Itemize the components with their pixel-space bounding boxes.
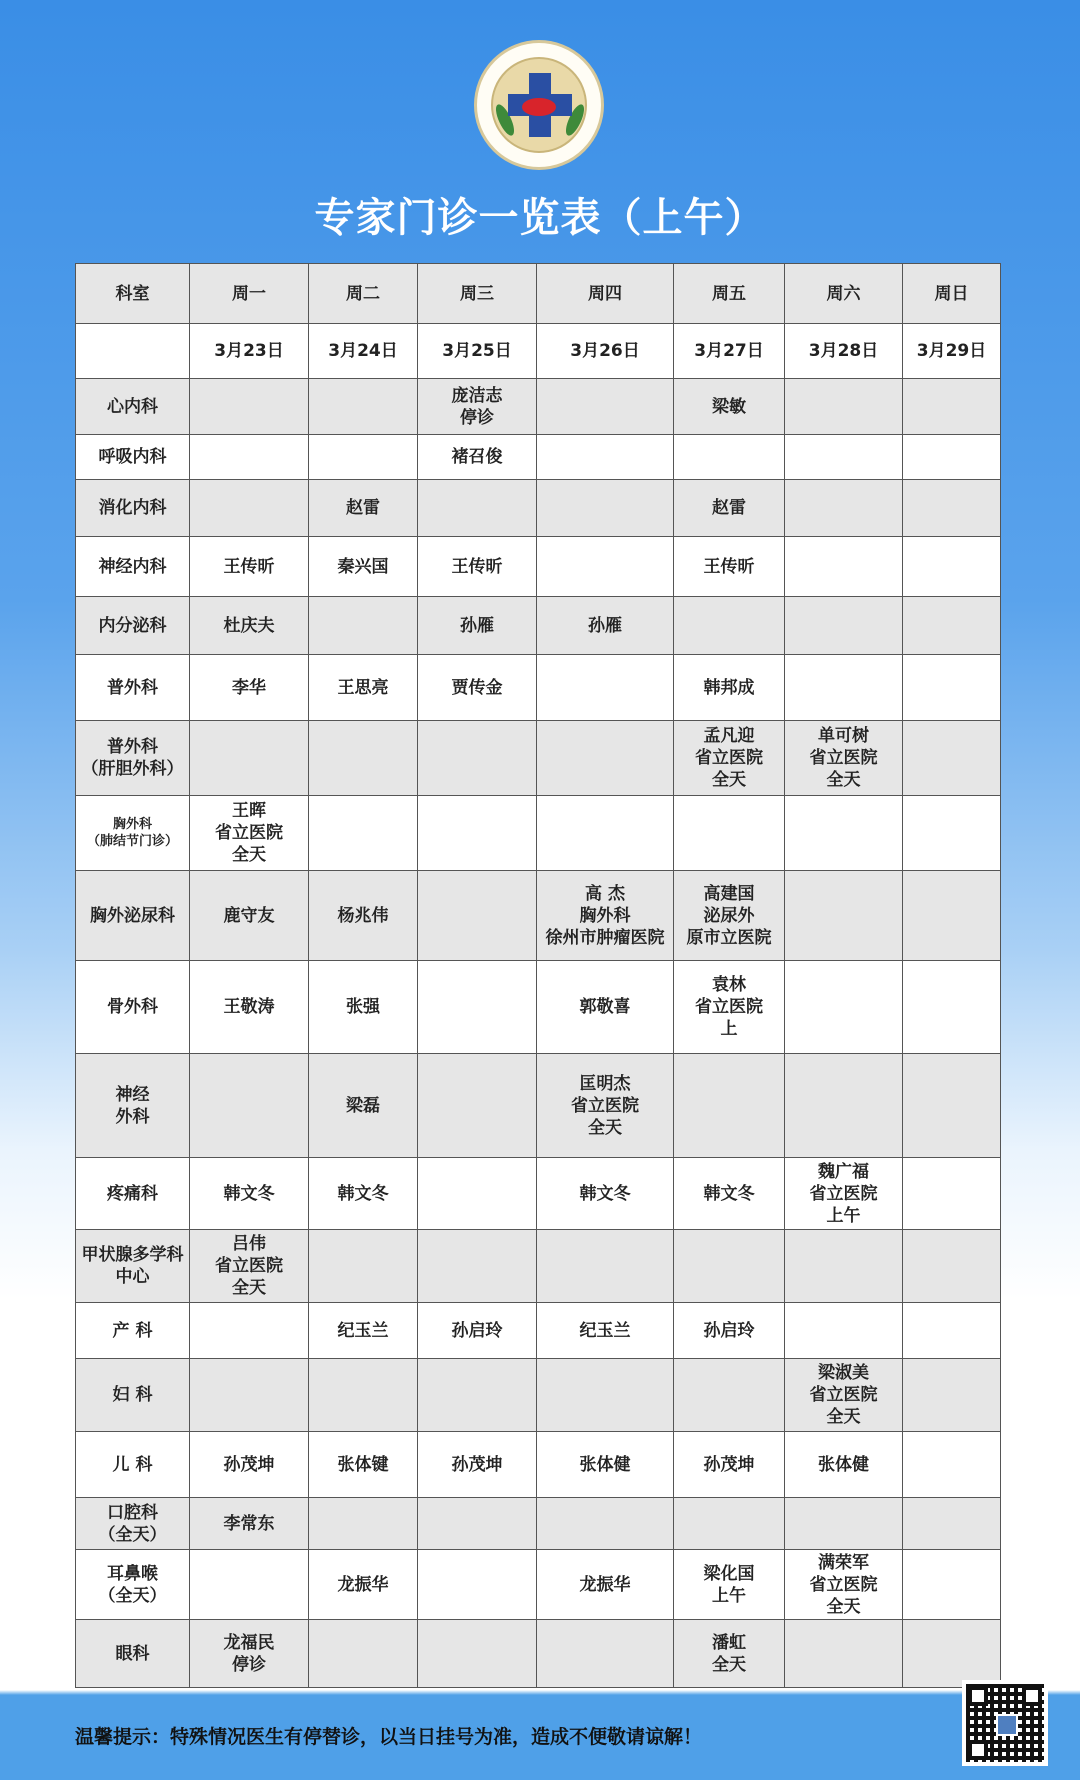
schedule-cell: 韩文冬: [537, 1158, 674, 1230]
schedule-cell: [418, 1498, 537, 1550]
schedule-cell: 张体健: [785, 1432, 903, 1498]
schedule-cell: 褚召俊: [418, 435, 537, 480]
schedule-cell: 王思亮: [309, 655, 418, 721]
schedule-cell: [903, 961, 1001, 1054]
schedule-cell: 单可树 省立医院 全天: [785, 721, 903, 796]
schedule-cell: [903, 379, 1001, 435]
table-row: [76, 796, 1001, 871]
schedule-cell: [190, 480, 309, 537]
schedule-cell: [674, 1359, 785, 1432]
schedule-cell: [190, 1054, 309, 1158]
schedule-cell: 李华: [190, 655, 309, 721]
schedule-cell: 纪玉兰: [537, 1303, 674, 1359]
dept-cell: 胸外泌尿科: [76, 871, 190, 961]
table-row: [76, 379, 1001, 435]
schedule-cell: [190, 435, 309, 480]
schedule-cell: 孟凡迎 省立医院 全天: [674, 721, 785, 796]
schedule-cell: 孙启玲: [418, 1303, 537, 1359]
table-row: [76, 871, 1001, 961]
schedule-cell: [674, 1230, 785, 1303]
schedule-cell: [903, 871, 1001, 961]
dept-cell: 口腔科 （全天）: [76, 1498, 190, 1550]
schedule-cell: [537, 655, 674, 721]
qr-finder: [968, 1740, 988, 1760]
schedule-cell: 韩文冬: [309, 1158, 418, 1230]
schedule-cell: [418, 1054, 537, 1158]
schedule-cell: 秦兴国: [309, 537, 418, 597]
schedule-cell: 匡明杰 省立医院 全天: [537, 1054, 674, 1158]
schedule-cell: [418, 480, 537, 537]
dept-cell: 普外科 （肝胆外科）: [76, 721, 190, 796]
schedule-cell: [537, 379, 674, 435]
schedule-cell: 贾传金: [418, 655, 537, 721]
schedule-cell: [309, 1620, 418, 1688]
schedule-cell: [537, 435, 674, 480]
day-header: 周四: [537, 264, 674, 324]
schedule-cell: 高 杰 胸外科 徐州市肿瘤医院: [537, 871, 674, 961]
table-row: [76, 480, 1001, 537]
dept-cell: 儿 科: [76, 1432, 190, 1498]
schedule-cell: 满荣军 省立医院 全天: [785, 1550, 903, 1620]
schedule-cell: [903, 1432, 1001, 1498]
schedule-cell: [418, 1550, 537, 1620]
table-row: [76, 1158, 1001, 1230]
schedule-table: [75, 263, 1001, 1688]
schedule-cell: [903, 1359, 1001, 1432]
schedule-cell: 张强: [309, 961, 418, 1054]
schedule-cell: [903, 1550, 1001, 1620]
schedule-cell: [190, 1359, 309, 1432]
schedule-cell: [418, 721, 537, 796]
table-row: [76, 655, 1001, 721]
schedule-cell: 梁化国 上午: [674, 1550, 785, 1620]
schedule-cell: [309, 1359, 418, 1432]
table-row: [76, 1432, 1001, 1498]
schedule-cell: [418, 1359, 537, 1432]
schedule-cell: 李常东: [190, 1498, 309, 1550]
date-header: 3月27日: [674, 324, 785, 379]
schedule-cell: [309, 796, 418, 871]
schedule-cell: 龙福民 停诊: [190, 1620, 309, 1688]
dept-cell: 骨外科: [76, 961, 190, 1054]
schedule-cell: 梁磊: [309, 1054, 418, 1158]
date-header: 3月26日: [537, 324, 674, 379]
table-row: [76, 1054, 1001, 1158]
schedule-cell: [785, 1054, 903, 1158]
dept-cell: 甲状腺多学科 中心: [76, 1230, 190, 1303]
day-header: 周日: [903, 264, 1001, 324]
date-header: 3月23日: [190, 324, 309, 379]
schedule-cell: [785, 796, 903, 871]
dept-cell: 胸外科 （肺结节门诊）: [76, 796, 190, 871]
table-row: [76, 961, 1001, 1054]
schedule-cell: [537, 796, 674, 871]
schedule-cell: [418, 1230, 537, 1303]
schedule-cell: [537, 1359, 674, 1432]
schedule-cell: [674, 597, 785, 655]
schedule-cell: [418, 796, 537, 871]
hospital-logo: [474, 40, 604, 170]
day-header: 周二: [309, 264, 418, 324]
schedule-cell: [903, 1054, 1001, 1158]
schedule-cell: [903, 1303, 1001, 1359]
table-row: [76, 1303, 1001, 1359]
schedule-cell: [537, 1620, 674, 1688]
schedule-cell: [309, 435, 418, 480]
page-title: 专家门诊一览表（上午）: [314, 195, 766, 241]
schedule-cell: [537, 537, 674, 597]
schedule-cell: 杜庆夫: [190, 597, 309, 655]
header-row-dates: [76, 324, 1001, 379]
day-header: 周五: [674, 264, 785, 324]
schedule-cell: 纪玉兰: [309, 1303, 418, 1359]
date-header: 3月28日: [785, 324, 903, 379]
schedule-cell: 孙茂坤: [190, 1432, 309, 1498]
schedule-cell: [903, 1498, 1001, 1550]
table-row: [76, 1550, 1001, 1620]
schedule-cell: [418, 871, 537, 961]
schedule-cell: [785, 597, 903, 655]
day-header: 周一: [190, 264, 309, 324]
schedule-cell: [674, 796, 785, 871]
dept-cell: 神经内科: [76, 537, 190, 597]
schedule-cell: [903, 537, 1001, 597]
schedule-cell: [537, 1230, 674, 1303]
schedule-cell: [309, 1230, 418, 1303]
schedule-cell: 张体健: [537, 1432, 674, 1498]
qr-finder: [968, 1686, 988, 1706]
schedule-cell: 鹿守友: [190, 871, 309, 961]
dept-cell: 耳鼻喉 （全天）: [76, 1550, 190, 1620]
schedule-cell: 孙茂坤: [418, 1432, 537, 1498]
schedule-cell: 赵雷: [309, 480, 418, 537]
schedule-cell: [674, 1498, 785, 1550]
schedule-cell: 孙雁: [418, 597, 537, 655]
schedule-cell: [190, 379, 309, 435]
schedule-cell: [903, 1620, 1001, 1688]
schedule-cell: 王传昕: [190, 537, 309, 597]
dept-cell: 神经 外科: [76, 1054, 190, 1158]
schedule-cell: [309, 597, 418, 655]
table-row: [76, 537, 1001, 597]
schedule-cell: 孙启玲: [674, 1303, 785, 1359]
schedule-cell: [537, 721, 674, 796]
schedule-cell: [903, 435, 1001, 480]
schedule-cell: [309, 1498, 418, 1550]
dept-cell: 心内科: [76, 379, 190, 435]
schedule-cell: 高建国 泌尿外 原市立医院: [674, 871, 785, 961]
schedule-cell: [190, 721, 309, 796]
schedule-cell: [903, 655, 1001, 721]
schedule-cell: [418, 1620, 537, 1688]
schedule-cell: 赵雷: [674, 480, 785, 537]
date-header: 3月24日: [309, 324, 418, 379]
qr-finder: [1022, 1686, 1042, 1706]
schedule-cell: [190, 1303, 309, 1359]
schedule-cell: [785, 537, 903, 597]
schedule-cell: 吕伟 省立医院 全天: [190, 1230, 309, 1303]
schedule-cell: 王敬涛: [190, 961, 309, 1054]
schedule-cell: [537, 480, 674, 537]
dept-cell: 普外科: [76, 655, 190, 721]
table-row: [76, 1620, 1001, 1688]
header-row-days: [76, 264, 1001, 324]
schedule-cell: 王晖 省立医院 全天: [190, 796, 309, 871]
schedule-cell: 龙振华: [537, 1550, 674, 1620]
schedule-cell: [785, 1620, 903, 1688]
schedule-cell: [903, 1230, 1001, 1303]
schedule-cell: 孙茂坤: [674, 1432, 785, 1498]
schedule-cell: [903, 1158, 1001, 1230]
schedule-cell: [418, 1158, 537, 1230]
schedule-cell: [674, 435, 785, 480]
schedule-cell: [309, 379, 418, 435]
schedule-cell: 龙振华: [309, 1550, 418, 1620]
schedule-cell: 梁淑美 省立医院 全天: [785, 1359, 903, 1432]
schedule-cell: 潘虹 全天: [674, 1620, 785, 1688]
day-header: 周三: [418, 264, 537, 324]
schedule-cell: 张体键: [309, 1432, 418, 1498]
schedule-cell: [785, 435, 903, 480]
footer-note: 温馨提示：特殊情况医生有停替诊，以当日挂号为准，造成不便敬请谅解！: [75, 1726, 703, 1748]
day-header: 周六: [785, 264, 903, 324]
table-row: [76, 1498, 1001, 1550]
dept-header: 科室: [76, 264, 190, 324]
schedule-cell: [785, 1303, 903, 1359]
schedule-cell: [903, 721, 1001, 796]
logo-swirl: [522, 98, 556, 116]
date-header: 3月29日: [903, 324, 1001, 379]
dept-cell: 内分泌科: [76, 597, 190, 655]
schedule-cell: [674, 1054, 785, 1158]
schedule-body: [76, 264, 1001, 1688]
table-row: [76, 1230, 1001, 1303]
dept-cell: 消化内科: [76, 480, 190, 537]
schedule-cell: 梁敏: [674, 379, 785, 435]
table-row: [76, 1359, 1001, 1432]
schedule-cell: [785, 961, 903, 1054]
schedule-cell: 孙雁: [537, 597, 674, 655]
dept-cell: 妇 科: [76, 1359, 190, 1432]
dept-cell: 疼痛科: [76, 1158, 190, 1230]
table-row: [76, 435, 1001, 480]
schedule-cell: [903, 480, 1001, 537]
schedule-cell: 庞洁志 停诊: [418, 379, 537, 435]
schedule-cell: [190, 1550, 309, 1620]
qr-code-icon: [962, 1680, 1048, 1766]
schedule-cell: [785, 1498, 903, 1550]
schedule-cell: [785, 871, 903, 961]
schedule-cell: 韩邦成: [674, 655, 785, 721]
schedule-cell: [903, 597, 1001, 655]
schedule-cell: [785, 480, 903, 537]
schedule-cell: [903, 796, 1001, 871]
table-row: [76, 597, 1001, 655]
dept-cell: 呼吸内科: [76, 435, 190, 480]
schedule-cell: 魏广福 省立医院 上午: [785, 1158, 903, 1230]
schedule-cell: [418, 961, 537, 1054]
schedule-cell: 王传昕: [674, 537, 785, 597]
table-row: [76, 721, 1001, 796]
schedule-cell: 郭敬喜: [537, 961, 674, 1054]
dept-cell: 眼科: [76, 1620, 190, 1688]
schedule-cell: 王传昕: [418, 537, 537, 597]
schedule-cell: [785, 655, 903, 721]
schedule-cell: [309, 721, 418, 796]
schedule-cell: 杨兆伟: [309, 871, 418, 961]
schedule-cell: [537, 1498, 674, 1550]
date-header: 3月25日: [418, 324, 537, 379]
schedule-cell: 韩文冬: [674, 1158, 785, 1230]
schedule-cell: 韩文冬: [190, 1158, 309, 1230]
schedule-cell: [785, 379, 903, 435]
schedule-cell: [785, 1230, 903, 1303]
schedule-cell: 袁林 省立医院 上: [674, 961, 785, 1054]
dept-header-blank: [76, 324, 190, 379]
dept-cell: 产 科: [76, 1303, 190, 1359]
qr-center: [996, 1714, 1018, 1736]
